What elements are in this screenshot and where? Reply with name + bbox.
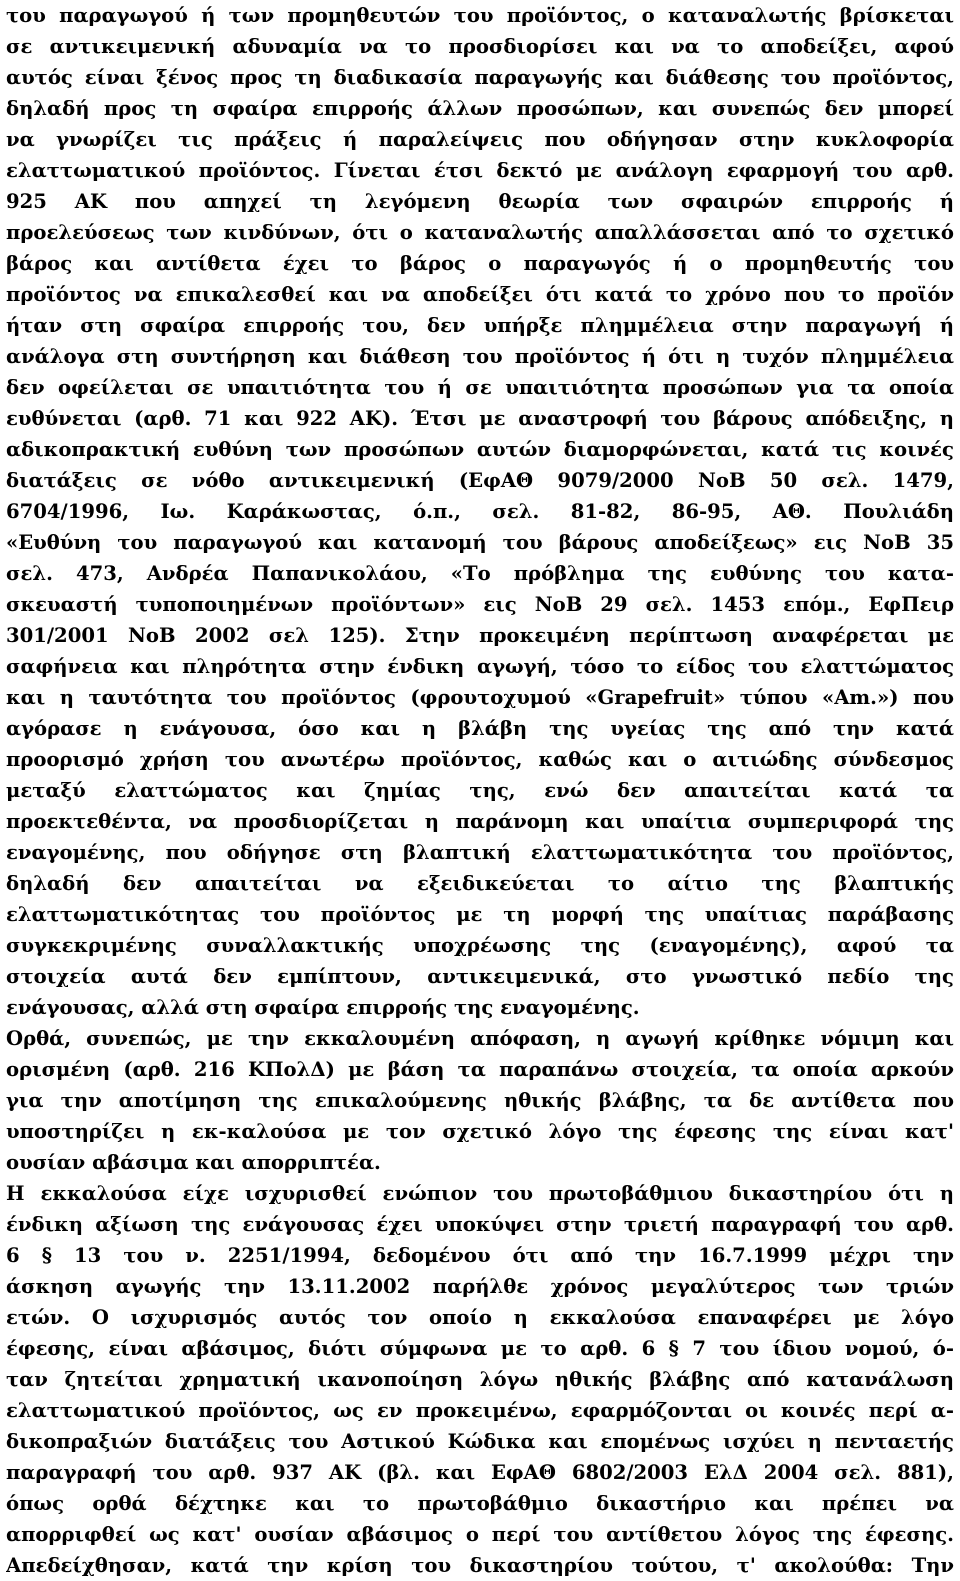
text-line: δικοπραξιών διατάξεις του Αστικού Κώδικα και επομένως ισχύει η πενταετής bbox=[6, 1430, 954, 1453]
text-line: να γνωρίζει τις πράξεις ή παραλείψεις που οδήγησαν στην κυκλοφορία bbox=[6, 128, 954, 151]
text-line: δεν οφείλεται σε υπαιτιότητα του ή σε υπαιτιότητα προσώπων για τα οποία bbox=[6, 376, 954, 399]
text-line: 6 § 13 του ν. 2251/1994, δεδομένου ότι από την 16.7.1999 μέχρι την bbox=[6, 1244, 954, 1267]
text-line: προελεύσεως των κινδύνων, ότι ο καταναλωτής απαλλάσσεται από το σχετικό bbox=[6, 221, 954, 244]
text-line: προϊόντος να επικαλεσθεί και να αποδείξει ότι κατά το χρόνο που το προϊόν bbox=[6, 283, 954, 306]
text-line: δηλαδή δεν απαιτείται να εξειδικεύεται το αίτιο της βλαπτικής bbox=[6, 872, 954, 895]
text-line: ταν ζητείται χρηματική ικανοποίηση λόγω ηθικής βλάβης από κατανάλωση bbox=[6, 1368, 954, 1391]
text-line: Η εκκαλούσα είχε ισχυρισθεί ενώπιον του πρωτοβάθμιου δικαστηρίου ότι η bbox=[6, 1182, 954, 1205]
text-line: όπως ορθά δέχτηκε και το πρωτοβάθμιο δικαστήριο και πρέπει να bbox=[6, 1492, 954, 1515]
text-line: ήταν στη σφαίρα επιρροής του, δεν υπήρξε πλημμέλεια στην παραγωγή ή bbox=[6, 314, 954, 337]
text-line: βάρος και αντίθετα έχει το βάρος ο παραγωγός ή ο προμηθευτής του bbox=[6, 252, 954, 275]
text-line: διατάξεις σε νόθο αντικειμενική (ΕφΑΘ 9079/2000 ΝοΒ 50 σελ. 1479, bbox=[6, 469, 954, 492]
text-line: συγκεκριμένης συναλλακτικής υποχρέωσης της (εναγομένης), αφού τα bbox=[6, 934, 954, 957]
text-line: ευθύνεται (αρθ. 71 και 922 ΑΚ). Έτσι με αναστροφή του βάρους απόδειξης, η bbox=[6, 407, 954, 430]
text-line: ανάλογα στη συντήρηση και διάθεση του προϊόντος ή ότι η τυχόν πλημμέλεια bbox=[6, 345, 954, 368]
text-line: στοιχεία αυτά δεν εμπίπτουν, αντικειμενικά, στο γνωστικό πεδίο της bbox=[6, 965, 954, 988]
text-line: ενάγουσας, αλλά στη σφαίρα επιρροής της εναγομένης. bbox=[6, 996, 640, 1019]
text-line: 301/2001 ΝοΒ 2002 σελ 125). Στην προκειμένη περίπτωση αναφέρεται με bbox=[6, 624, 954, 647]
text-line: Απεδείχθησαν, κατά την κρίση του δικαστηρίου τούτου, τ' ακολούθα: Την bbox=[6, 1554, 954, 1577]
text-line: 925 ΑΚ που απηχεί τη λεγόμενη θεωρία των σφαιρών επιρροής ή bbox=[6, 190, 954, 213]
text-line: ορισμένη (αρθ. 216 ΚΠολΔ) με βάση τα παραπάνω στοιχεία, τα οποία αρκούν bbox=[6, 1058, 954, 1081]
text-line: σε αντικειμενική αδυναμία να το προσδιορίσει και να το αποδείξει, αφού bbox=[6, 35, 954, 58]
text-line: ουσίαν αβάσιμα και απορριπτέα. bbox=[6, 1151, 381, 1174]
text-line: αυτός είναι ξένος προς τη διαδικασία παραγωγής και διάθεσης του προϊόντος, bbox=[6, 66, 954, 89]
text-line: προεκτεθέντα, να προσδιορίζεται η παράνομη και υπαίτια συμπεριφορά της bbox=[6, 810, 954, 833]
text-line: ελαττωματικού προϊόντος, ως εν προκειμένω, εφαρμόζονται οι κοινές περί α- bbox=[6, 1399, 954, 1422]
text-line: ένδικη αξίωση της ενάγουσας έχει υποκύψει στην τριετή παραγραφή του αρθ. bbox=[6, 1213, 954, 1236]
text-line: ελαττωματικού προϊόντος. Γίνεται έτσι δεκτό με ανάλογη εφαρμογή του αρθ. bbox=[6, 159, 954, 182]
text-line: ελαττωματικότητας του προϊόντος με τη μορφή της υπαίτιας παράβασης bbox=[6, 903, 954, 926]
text-line: προορισμό χρήση του ανωτέρω προϊόντος, καθώς και ο αιτιώδης σύνδεσμος bbox=[6, 748, 954, 771]
text-line: εναγομένης, που οδήγησε στη βλαπτική ελαττωματικότητα του προϊόντος, bbox=[6, 841, 954, 864]
text-line: έφεσης, είναι αβάσιμος, διότι σύμφωνα με το αρθ. 6 § 7 του ίδιου νομού, ό- bbox=[6, 1337, 954, 1360]
text-line: ετών. Ο ισχυρισμός αυτός τον οποίο η εκκαλούσα επαναφέρει με λόγο bbox=[6, 1306, 954, 1329]
text-line: σελ. 473, Ανδρέα Παπανικολάου, «Το πρόβλημα της ευθύνης του κατα- bbox=[6, 562, 954, 585]
text-line: παραγραφή του αρθ. 937 ΑΚ (βλ. και ΕφΑΘ 6802/2003 ΕλΔ 2004 σελ. 881), bbox=[6, 1461, 954, 1484]
text-line: σαφήνεια και πληρότητα στην ένδικη αγωγή, τόσο το είδος του ελαττώματος bbox=[6, 655, 954, 678]
text-line: αγόρασε η ενάγουσα, όσο και η βλάβη της υγείας της από την κατά bbox=[6, 717, 954, 740]
text-line: 6704/1996, Ιω. Καράκωστας, ό.π., σελ. 81-82, 86-95, ΑΘ. Πουλιάδη bbox=[6, 500, 954, 523]
text-line: δηλαδή προς τη σφαίρα επιρροής άλλων προσώπων, και συνεπώς δεν μπορεί bbox=[6, 97, 954, 120]
text-line: άσκηση αγωγής την 13.11.2002 παρήλθε χρόνος μεγαλύτερος των τριών bbox=[6, 1275, 954, 1298]
document-body bbox=[6, 0, 954, 1581]
text-line: «Ευθύνη του παραγωγού και κατανομή του βάρους αποδείξεως» εις ΝοΒ 35 bbox=[6, 531, 954, 554]
text-line: αδικοπρακτική ευθύνη των προσώπων αυτών διαμορφώνεται, κατά τις κοινές bbox=[6, 438, 954, 461]
text-line: Ορθά, συνεπώς, με την εκκαλουμένη απόφαση, η αγωγή κρίθηκε νόμιμη και bbox=[6, 1027, 954, 1050]
text-line: υποστηρίζει η εκ-καλούσα με τον σχετικό λόγο της έφεσης της είναι κατ' bbox=[6, 1120, 954, 1143]
text-line: μεταξύ ελαττώματος και ζημίας της, ενώ δεν απαιτείται κατά τα bbox=[6, 779, 954, 802]
text-line: και η ταυτότητα του προϊόντος (φρουτοχυμού «Grapefruit» τύπου «Am.») που bbox=[6, 686, 954, 709]
text-line: για την αποτίμηση της επικαλούμενης ηθικής βλάβης, τα δε αντίθετα που bbox=[6, 1089, 954, 1112]
text-line: σκευαστή τυποποιημένων προϊόντων» εις ΝοΒ 29 σελ. 1453 επόμ., ΕφΠειρ bbox=[6, 593, 954, 616]
text-line: του παραγωγού ή των προμηθευτών του προϊόντος, ο καταναλωτής βρίσκεται bbox=[6, 4, 954, 27]
text-line: απορριφθεί ως κατ' ουσίαν αβάσιμος ο περί του αντίθετου λόγος της έφεσης. bbox=[6, 1523, 954, 1546]
